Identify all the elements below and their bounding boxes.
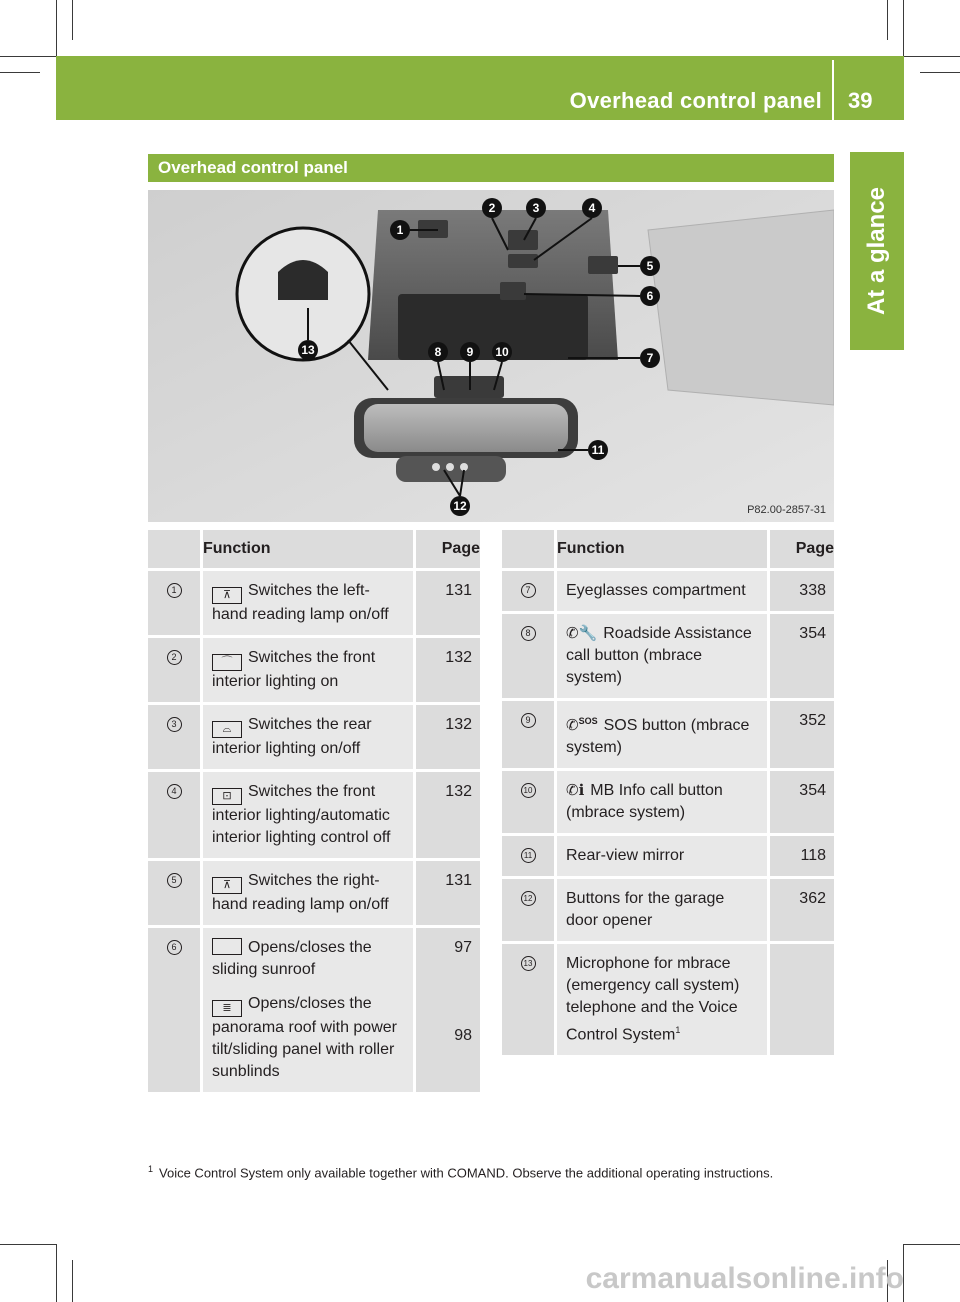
row-function: Eyeglasses compartment <box>557 571 770 614</box>
row-function: Microphone for mbrace (emergency call system) telephone and the Voice Control System$^1$ <box>557 944 770 1058</box>
table-row <box>148 705 480 772</box>
footnote-mark: 1 <box>148 1164 154 1174</box>
row-page: 97 98 <box>416 928 480 1095</box>
section-title: Overhead control panel <box>158 158 348 177</box>
table-row <box>148 861 480 928</box>
row-function: ⊼ Switches the left-hand reading lamp on/off <box>203 571 416 638</box>
callout-9: 9 <box>466 345 474 359</box>
callout-8: 8 <box>434 345 442 359</box>
row-function: Opens/closes the sliding sunroof ≣ Opens/closes the panorama roof with power tilt/sliding panel with roller sunblinds <box>203 928 416 1095</box>
crop-mark <box>72 1260 73 1302</box>
row-page: 132 <box>416 638 480 705</box>
row-page: 131 <box>416 861 480 928</box>
row-number: 9 <box>502 701 557 771</box>
row-number: 3 <box>148 705 203 772</box>
chapter-tab-label: At a glance <box>863 186 890 316</box>
row-number: 13 <box>502 944 557 1058</box>
crop-mark <box>0 56 56 57</box>
row-function: Buttons for the garage door opener <box>557 879 770 944</box>
row-number: 10 <box>502 771 557 836</box>
row-number: 4 <box>148 772 203 861</box>
row-page: 338 <box>770 571 834 614</box>
row-function: ⌒ Switches the front interior lighting on <box>203 638 416 705</box>
row-page: 362 <box>770 879 834 944</box>
row-function: ✆🔧 Roadside Assistance call button (mbrace system) <box>557 614 770 701</box>
row-number: 2 <box>148 638 203 705</box>
crop-mark <box>904 56 960 57</box>
table-row <box>502 571 834 614</box>
table-row <box>502 614 834 701</box>
crop-mark <box>903 0 904 56</box>
table-row <box>502 944 834 1058</box>
row-page: 132 <box>416 705 480 772</box>
callout-11: 11 <box>591 443 605 457</box>
header-num <box>148 530 203 571</box>
row-page: 354 <box>770 614 834 701</box>
row-page: 354 <box>770 771 834 836</box>
row-number: 1 <box>148 571 203 638</box>
rear-light-icon: ⌓ <box>212 721 242 738</box>
crop-mark <box>887 0 888 40</box>
table-row <box>148 638 480 705</box>
reading-lamp-icon: ⊼ <box>212 877 242 894</box>
callout-4: 4 <box>588 201 596 215</box>
callout-1: 1 <box>396 223 404 237</box>
callout-2: 2 <box>488 201 496 215</box>
row-number: 8 <box>502 614 557 701</box>
function-table-right <box>502 530 834 1058</box>
row-page: 132 <box>416 772 480 861</box>
row-function: ✆ℹ MB Info call button (mbrace system) <box>557 771 770 836</box>
auto-light-off-icon: ⊡ <box>212 788 242 805</box>
page-number: 39 <box>848 88 873 113</box>
crop-mark <box>920 72 960 73</box>
table-header-row <box>148 530 480 571</box>
crop-mark <box>72 0 73 40</box>
reading-lamp-icon: ⊼ <box>212 587 242 604</box>
info-call-icon: ✆ℹ <box>566 782 585 799</box>
roadside-call-icon: ✆🔧 <box>566 625 598 642</box>
photo-illustration <box>148 190 834 522</box>
table-header-row <box>502 530 834 571</box>
row-function: ⊼ Switches the right-hand reading lamp on/off <box>203 861 416 928</box>
header-function: Function <box>203 530 416 571</box>
figure-code: P82.00-2857-31 <box>747 504 826 516</box>
front-light-icon: ⌒ <box>212 654 242 671</box>
row-page <box>770 944 834 1058</box>
row-number: 5 <box>148 861 203 928</box>
table-row <box>148 928 480 1095</box>
row-function: ⊡ Switches the front interior lighting/automatic interior lighting control off <box>203 772 416 861</box>
row-number: 7 <box>502 571 557 614</box>
callout-13: 13 <box>301 343 315 357</box>
crop-mark <box>0 72 40 73</box>
callout-12: 12 <box>453 499 467 513</box>
crop-mark <box>56 0 57 56</box>
row-number: 6 <box>148 928 203 1095</box>
callout-7: 7 <box>646 351 654 365</box>
callout-5: 5 <box>646 259 654 273</box>
crop-mark <box>0 1244 56 1245</box>
callout-6: 6 <box>646 289 654 303</box>
sos-icon: ✆$^{SOS}$ <box>566 716 598 734</box>
crop-mark <box>56 1244 57 1302</box>
row-page: 131 <box>416 571 480 638</box>
table-row <box>502 701 834 771</box>
row-function: ⌓ Switches the rear interior lighting on/off <box>203 705 416 772</box>
sunroof-icon <box>212 938 242 955</box>
header-divider <box>832 60 834 120</box>
panorama-roof-icon: ≣ <box>212 1000 242 1017</box>
table-row <box>148 571 480 638</box>
row-number: 12 <box>502 879 557 944</box>
function-table-left <box>148 530 480 1095</box>
row-page: 352 <box>770 701 834 771</box>
table-row <box>502 771 834 836</box>
table-row <box>148 772 480 861</box>
footnote-text: Voice Control System only available together with COMAND. Observe the additional operating instructions. <box>159 1165 774 1181</box>
header-function: Function <box>557 530 770 571</box>
overhead-panel-photo <box>148 190 834 522</box>
callout-10: 10 <box>495 345 509 359</box>
table-row <box>502 836 834 879</box>
header-num <box>502 530 557 571</box>
row-number: 11 <box>502 836 557 879</box>
row-function: ✆$^{SOS}$ SOS button (mbrace system) <box>557 701 770 771</box>
watermark: carmanualsonline.info <box>585 1262 904 1295</box>
crop-mark <box>904 1244 960 1245</box>
page-header-title: Overhead control panel <box>569 88 822 113</box>
callout-3: 3 <box>532 201 540 215</box>
header-page: Page <box>770 530 834 571</box>
header-page: Page <box>416 530 480 571</box>
footnote <box>148 1164 773 1180</box>
table-row <box>502 879 834 944</box>
row-page: 118 <box>770 836 834 879</box>
row-function: Rear-view mirror <box>557 836 770 879</box>
